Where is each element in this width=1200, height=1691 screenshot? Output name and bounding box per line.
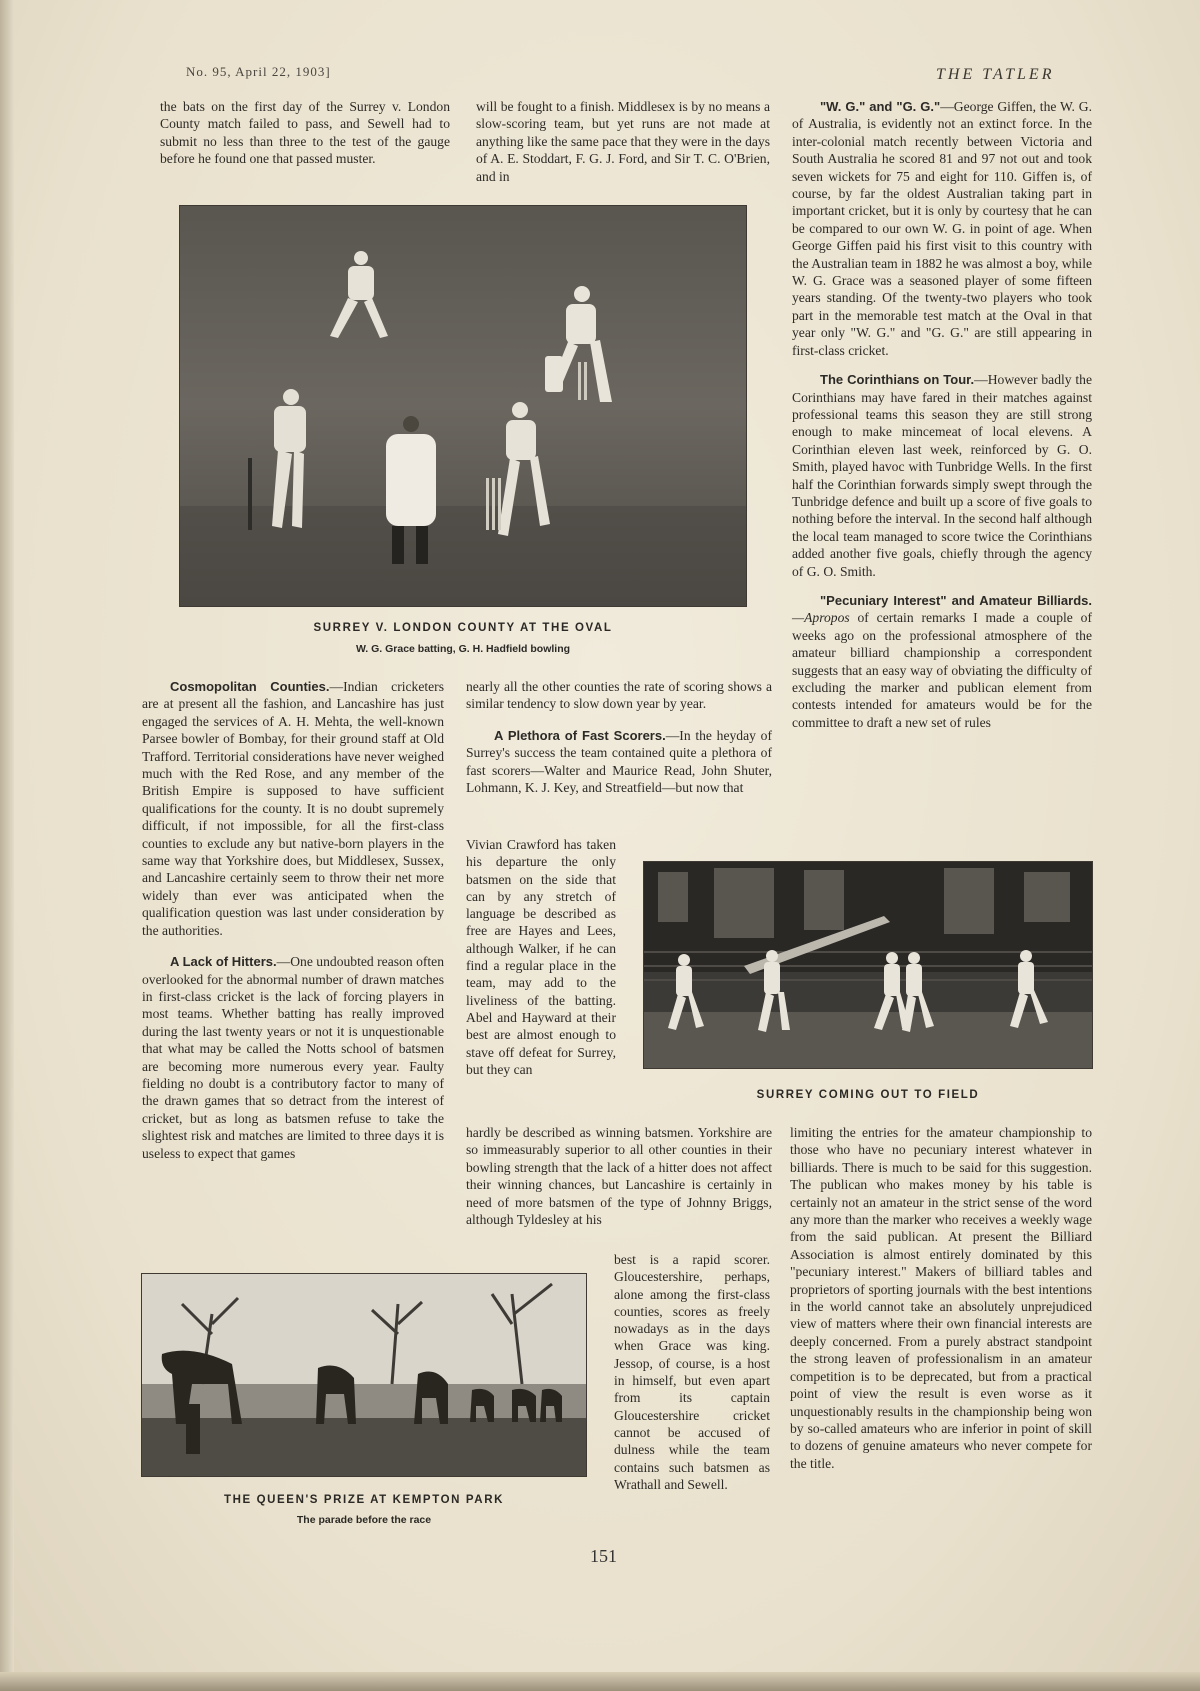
top-col2-text: will be fought to a finish. Middlesex is by no means a slow-scoring team, but yet runs are not made at anything like the same pace that they were in the days of A. E. Stoddart, F. G. J. Ford, and Sir T. C. O'Brien, and in — [476, 99, 770, 184]
cosmopolitan-paragraph — [142, 678, 444, 939]
top-col1 — [160, 98, 450, 168]
pecuniary-heading: "Pecuniary Interest" and Amateur Billiards. — [820, 592, 1092, 608]
cosmopolitan-heading: Cosmopolitan Counties. — [170, 679, 330, 694]
kempton-photo-caption: THE QUEEN'S PRIZE AT KEMPTON PARK — [223, 1494, 504, 1506]
plethora-body: —In the heyday of Surrey's success the team contained quite a plethora of fast scorers—Walter and Maurice Read, John Shuter, Lohmann, K. J. Key, and Streatfield—but now that — [466, 727, 772, 796]
surrey-photo-image — [644, 862, 1092, 1068]
column-2-narrow-lower — [614, 1251, 770, 1493]
oval-photo-image — [180, 206, 746, 606]
kempton-photo-subcaption: The parade before the race — [296, 1514, 432, 1526]
corinthians-body: —However badly the Corinthians may have fared in their matches against professional teams this season they are still strong enough to make mincemeat of local elevens. A Corinthian eleven last week, reinforced by G. O. Smith, played havoc with Tunbridge Wells. In the first half the Corinthian forwards simply swept through the Tunbridge defence and built up a score of five goals to nothing before the interval. In the second half although the local team managed to score twice the Corinthians added another five goals, chiefly through the agency of G. O. Smith. — [792, 372, 1092, 579]
kempton-park-photo — [142, 1274, 586, 1476]
surrey-photo-caption: SURREY COMING OUT TO FIELD — [756, 1089, 980, 1101]
pecuniary-body: of certain remarks I made a couple of weeks ago on the professional atmosphere of the amateur billiard championship a correspondent suggests that an easy way of obviating the difficulty of excluding the marker and publican element from contests intended for amateurs would be for the committee to draft a new set of rules — [792, 610, 1092, 730]
corinthians-paragraph — [792, 371, 1092, 580]
page-bottom-edge — [0, 1672, 1200, 1691]
pecuniary-paragraph — [792, 592, 1092, 731]
winning-batsmen-text: hardly be described as winning batsmen. Yorkshire are so immeasurably superior to all other counties in their bowling strength that the lack of a hitter does not affect their winning chances, but Lancashire is certainly in need of more batsmen of the type of Johnny Briggs, although Tyldesley at his — [466, 1125, 772, 1228]
apropos-text: —Apropos — [792, 610, 850, 626]
billiards-continuation: limiting the entries for the amateur championship to those who have no pecuniary interest whatever in billiards. There is much to be said for this suggestion. The publican who makes money by his table is certainly not an amateur in the strict sense of the word any more than the marker who receives a weekly wage from the said publican. At present the Billiard Association is almost entirely dominated by this "pecuniary interest." Makers of billiard tables and proprietors of sporting journals with the best intentions in the world cannot take an absolutely unprejudiced view of matters where their own financial interests are deeply concerned. From a purely abstract standpoint the strong leaven of professionalism in an amateur competition is to be deprecated, but from a practical point of view the result is even worse as it unquestionably results in the championship being won by so-called amateurs who are inferior in point of skill to dozens of genuine amateurs who never compete for the title. — [790, 1125, 1092, 1471]
column-2-narrow — [466, 836, 616, 1078]
wg-gg-body: —George Giffen, the W. G. of Australia, is evidently not an extinct force. In the inter-colonial match recently between Victoria and South Australia he scored 81 and 97 not out and took seven wickets for 75 and eight for 110. Giffen is, of course, by far the oldest Australian taking part in important cricket, but it is only by courtesy that he can be compared to our own W. G. in point of age. When George Giffen paid his first visit to this country with the Australian team in 1882 he was almost a boy, while W. G. Grace was a seasoned player of some fifteen years standing. Of the twenty-two players who took part in the memorable test match at the Oval in that year only "W. G." and "G. G." are still appearing in first-class cricket. — [792, 99, 1093, 358]
book-spine-shadow — [0, 0, 14, 1691]
lack-of-hitters-paragraph — [142, 953, 444, 1162]
column-1 — [142, 678, 444, 1162]
top-col2 — [476, 98, 770, 185]
plethora-heading: A Plethora of Fast Scorers. — [494, 727, 666, 743]
masthead: THE TATLER — [936, 66, 1055, 83]
wg-gg-paragraph — [792, 98, 1092, 359]
gloucestershire-text: best is a rapid scorer. Gloucestershire, perhaps, alone among the first-class counties, scores as freely nowadays as in the days when Grace was king. Jessop, of course, is a host in himself, but even apart from its captain Gloucestershire cricket cannot be accused of dulness while the team contains such batsmen as Wrathall and Sewell. — [614, 1252, 770, 1492]
counties-continuation: nearly all the other counties the rate of scoring shows a similar tendency to slow down year by year. — [466, 679, 772, 712]
column-2 — [466, 678, 772, 796]
oval-photo-subcaption: W. G. Grace batting, G. H. Hadfield bowling — [355, 643, 571, 655]
oval-cricket-photo — [180, 206, 746, 606]
lack-of-hitters-body: —One undoubted reason often overlooked for the abnormal number of drawn matches in first-class cricket is the lack of forcing players in most teams. Whether batting has really improved during the last twenty years or not it is unquestionable that what may be called the Notts school of batsmen are becoming more numerous every year. Faulty fielding no doubt is a contributory factor to many of the drawn games that so detract from the interest of cricket, but as long as batsmen refuse to take the slightest risk and matches are limited to three days it is useless to expect that games — [142, 954, 445, 1161]
wg-gg-heading: "W. G." and "G. G." — [820, 99, 941, 114]
crawford-text: Vivian Crawford has taken his departure the only batsmen on the side that can by any stretch of language be described as free are Hayes and Lees, although Walker, if he can find a regular place in the team, may add to the liveliness of the batting. Abel and Hayward at their best are almost enough to stave off defeat for Surrey, but they can — [466, 837, 616, 1077]
column-3-lower — [790, 1124, 1092, 1472]
oval-photo-caption: SURREY V. LONDON COUNTY AT THE OVAL — [313, 622, 613, 634]
top-col1-text: the bats on the first day of the Surrey v. London County match failed to pass, and Sewell had to submit no less than three to the test of the gauge before he found one that passed muster. — [160, 99, 450, 167]
lack-of-hitters-heading: A Lack of Hitters. — [170, 954, 277, 970]
issue-line: No. 95, April 22, 1903] — [186, 64, 331, 79]
column-2-wide — [466, 1124, 772, 1228]
column-3 — [792, 98, 1092, 731]
corinthians-heading: The Corinthians on Tour. — [820, 372, 975, 388]
cosmopolitan-body: —Indian cricketers are at present all the fashion, and Lancashire has just engaged the services of A. H. Mehta, the well-known Parsee bowler of Bombay, for their ground staff at Old Trafford. Territorial considerations have never weighed much with the Red Rose, and any member of the British Empire is supposed to have sufficient qualifications for the county. It is no doubt supremely difficult, if not impossible, for all the first-class counties to exclude any but native-born players in the same way that Yorkshire does, but Middlesex, Sussex, and Lancashire certainly seem to throw their net more widely than ever was anticipated when the qualification question was last under consideration by the authorities. — [142, 679, 444, 938]
plethora-paragraph — [466, 727, 772, 797]
surrey-fielding-photo — [644, 862, 1092, 1068]
kempton-photo-image — [142, 1274, 586, 1476]
page-number: 151 — [590, 1546, 617, 1566]
